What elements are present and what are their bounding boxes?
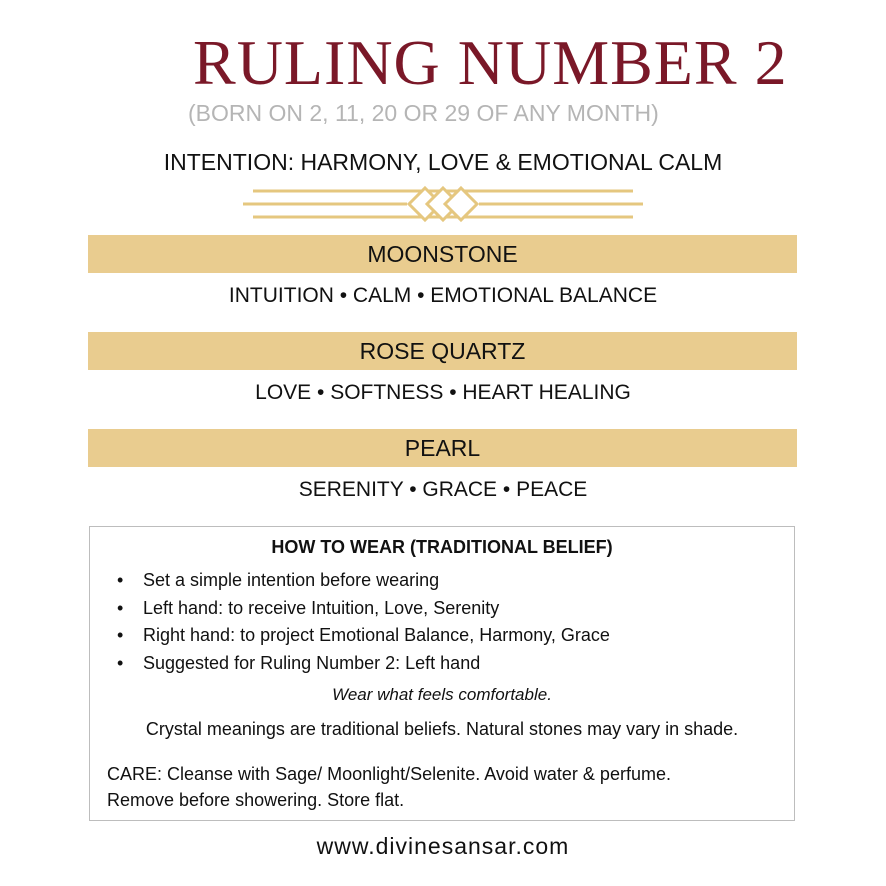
list-item: • Suggested for Ruling Number 2: Left hand: [117, 653, 481, 673]
care-instructions-line-1: CARE: Cleanse with Sage/ Moonlight/Selenite. Avoid water & perfume.: [107, 764, 671, 784]
bullet-icon: •: [117, 570, 124, 590]
care-instructions-line-2: Remove before showering. Store flat.: [107, 790, 405, 810]
list-item: • Right hand: to project Emotional Balance, Harmony, Grace: [117, 625, 610, 645]
disclaimer-text: Crystal meanings are traditional beliefs. Natural stones may vary in shade.: [145, 719, 739, 739]
stone-attributes-pearl: SERENITY • GRACE • PEACE: [298, 478, 588, 501]
intention-line: INTENTION: HARMONY, LOVE & EMOTIONAL CALM: [163, 149, 723, 175]
stone-attributes-rose-quartz: LOVE • SOFTNESS • HEART HEALING: [255, 381, 631, 404]
birth-dates-subtitle: (BORN ON 2, 11, 20 OR 29 OF ANY MONTH): [188, 100, 659, 126]
bullet-icon: •: [117, 653, 124, 673]
art-deco-divider-ornament: [243, 184, 643, 224]
stone-band-rose-quartz: ROSE QUARTZ: [88, 332, 797, 370]
stone-band-moonstone: MOONSTONE: [88, 235, 797, 273]
list-item: • Set a simple intention before wearing: [117, 570, 440, 590]
website-url: www.divinesansar.com: [316, 833, 570, 859]
page-title: RULING NUMBER 2: [193, 27, 788, 98]
list-item: • Left hand: to receive Intuition, Love, Serenity: [117, 598, 500, 618]
stone-attributes-moonstone: INTUITION • CALM • EMOTIONAL BALANCE: [228, 284, 658, 307]
comfort-note: Wear what feels comfortable.: [332, 685, 552, 704]
how-to-wear-title: HOW TO WEAR (TRADITIONAL BELIEF): [271, 537, 613, 557]
bullet-icon: •: [117, 598, 124, 618]
bullet-icon: •: [117, 625, 124, 645]
stone-band-pearl: PEARL: [88, 429, 797, 467]
